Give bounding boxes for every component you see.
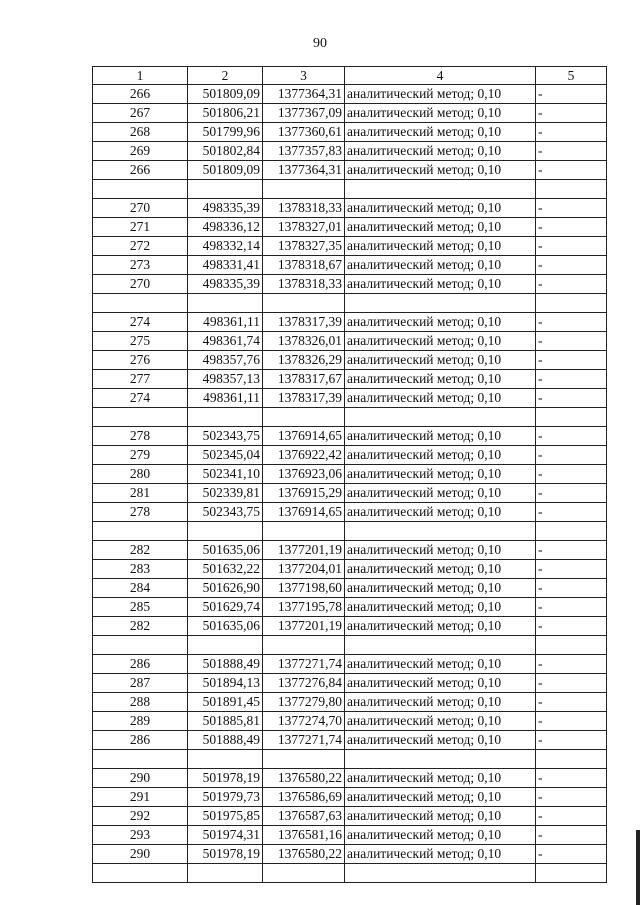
table-cell-col-1: 270 (93, 199, 188, 218)
table-cell-col-3: 1377357,83 (263, 142, 345, 161)
table-cell-col-4: аналитический метод; 0,10 (345, 275, 536, 294)
table-cell-col-1: 274 (93, 313, 188, 332)
table-cell-col-1: 268 (93, 123, 188, 142)
empty-cell (188, 294, 263, 313)
table-row (93, 237, 607, 256)
table-cell-col-4: аналитический метод; 0,10 (345, 427, 536, 446)
table-cell-col-3: 1376587,63 (263, 807, 345, 826)
table-cell-col-4: аналитический метод; 0,10 (345, 826, 536, 845)
empty-cell (263, 636, 345, 655)
table-cell-col-2: 498336,12 (188, 218, 263, 237)
table-row (93, 104, 607, 123)
empty-cell (263, 180, 345, 199)
table-cell-col-2: 502341,10 (188, 465, 263, 484)
table-row (93, 218, 607, 237)
table-cell-col-1: 292 (93, 807, 188, 826)
table-cell-col-3: 1378318,67 (263, 256, 345, 275)
table-cell-col-4: аналитический метод; 0,10 (345, 674, 536, 693)
coordinates-table-body (93, 67, 607, 883)
table-cell-col-3: 1377201,19 (263, 541, 345, 560)
table-cell-col-1: 278 (93, 503, 188, 522)
table-row (93, 332, 607, 351)
table-cell-col-4: аналитический метод; 0,10 (345, 769, 536, 788)
empty-cell (345, 636, 536, 655)
table-cell-col-2: 501894,13 (188, 674, 263, 693)
table-row (93, 731, 607, 750)
table-cell-col-1: 283 (93, 560, 188, 579)
empty-cell (263, 750, 345, 769)
table-cell-col-1: 271 (93, 218, 188, 237)
table-cell-col-1: 266 (93, 85, 188, 104)
empty-cell (93, 294, 188, 313)
table-cell-col-1: 284 (93, 579, 188, 598)
empty-cell (188, 408, 263, 427)
table-cell-col-5: - (536, 541, 607, 560)
table-cell-col-3: 1377367,09 (263, 104, 345, 123)
table-row (93, 617, 607, 636)
table-cell-col-1: 278 (93, 427, 188, 446)
table-cell-col-5: - (536, 845, 607, 864)
table-cell-col-4: аналитический метод; 0,10 (345, 218, 536, 237)
empty-cell (536, 294, 607, 313)
table-cell-col-3: 1378317,39 (263, 389, 345, 408)
table-cell-col-1: 272 (93, 237, 188, 256)
group-separator-row (93, 864, 607, 883)
table-cell-col-5: - (536, 275, 607, 294)
table-cell-col-3: 1377279,80 (263, 693, 345, 712)
table-cell-col-5: - (536, 674, 607, 693)
table-row (93, 123, 607, 142)
table-cell-col-3: 1377198,60 (263, 579, 345, 598)
header-col-3: 3 (263, 67, 345, 85)
table-cell-col-5: - (536, 807, 607, 826)
table-cell-col-5: - (536, 598, 607, 617)
table-cell-col-1: 275 (93, 332, 188, 351)
table-row (93, 142, 607, 161)
table-cell-col-4: аналитический метод; 0,10 (345, 503, 536, 522)
table-row (93, 655, 607, 674)
table-row (93, 807, 607, 826)
empty-cell (188, 864, 263, 883)
table-cell-col-3: 1376580,22 (263, 845, 345, 864)
table-cell-col-4: аналитический метод; 0,10 (345, 560, 536, 579)
table-cell-col-1: 266 (93, 161, 188, 180)
table-cell-col-5: - (536, 218, 607, 237)
table-cell-col-2: 501888,49 (188, 731, 263, 750)
table-cell-col-2: 501802,84 (188, 142, 263, 161)
coordinates-table (92, 66, 607, 883)
table-cell-col-5: - (536, 503, 607, 522)
table-cell-col-2: 501888,49 (188, 655, 263, 674)
table-cell-col-3: 1377276,84 (263, 674, 345, 693)
table-cell-col-3: 1376914,65 (263, 427, 345, 446)
table-cell-col-3: 1376923,06 (263, 465, 345, 484)
table-cell-col-2: 498361,74 (188, 332, 263, 351)
table-cell-col-4: аналитический метод; 0,10 (345, 389, 536, 408)
table-cell-col-5: - (536, 351, 607, 370)
table-cell-col-4: аналитический метод; 0,10 (345, 484, 536, 503)
empty-cell (263, 864, 345, 883)
empty-cell (188, 522, 263, 541)
table-cell-col-2: 498335,39 (188, 199, 263, 218)
table-row (93, 579, 607, 598)
table-row (93, 560, 607, 579)
table-cell-col-1: 291 (93, 788, 188, 807)
table-row (93, 845, 607, 864)
table-cell-col-5: - (536, 446, 607, 465)
table-row (93, 693, 607, 712)
scan-edge-shadow (636, 830, 640, 905)
table-cell-col-5: - (536, 617, 607, 636)
table-cell-col-4: аналитический метод; 0,10 (345, 85, 536, 104)
table-row (93, 389, 607, 408)
table-cell-col-1: 267 (93, 104, 188, 123)
table-cell-col-5: - (536, 560, 607, 579)
group-separator-row (93, 750, 607, 769)
table-cell-col-5: - (536, 370, 607, 389)
table-cell-col-1: 287 (93, 674, 188, 693)
table-cell-col-3: 1377364,31 (263, 161, 345, 180)
empty-cell (188, 636, 263, 655)
table-cell-col-3: 1376915,29 (263, 484, 345, 503)
table-cell-col-3: 1378317,67 (263, 370, 345, 389)
empty-cell (263, 294, 345, 313)
table-cell-col-3: 1376922,42 (263, 446, 345, 465)
table-row (93, 503, 607, 522)
table-cell-col-1: 274 (93, 389, 188, 408)
table-row (93, 199, 607, 218)
table-row (93, 484, 607, 503)
table-cell-col-1: 290 (93, 845, 188, 864)
table-cell-col-3: 1376586,69 (263, 788, 345, 807)
table-cell-col-2: 498332,14 (188, 237, 263, 256)
table-cell-col-3: 1376581,16 (263, 826, 345, 845)
table-cell-col-4: аналитический метод; 0,10 (345, 845, 536, 864)
empty-cell (263, 522, 345, 541)
table-cell-col-2: 498335,39 (188, 275, 263, 294)
table-cell-col-2: 498357,13 (188, 370, 263, 389)
empty-cell (188, 180, 263, 199)
table-cell-col-1: 290 (93, 769, 188, 788)
table-row (93, 161, 607, 180)
table-cell-col-2: 501885,81 (188, 712, 263, 731)
table-cell-col-4: аналитический метод; 0,10 (345, 598, 536, 617)
table-row (93, 541, 607, 560)
table-row (93, 313, 607, 332)
table-row (93, 769, 607, 788)
empty-cell (536, 522, 607, 541)
table-cell-col-4: аналитический метод; 0,10 (345, 123, 536, 142)
table-cell-col-5: - (536, 826, 607, 845)
table-cell-col-2: 501806,21 (188, 104, 263, 123)
group-separator-row (93, 522, 607, 541)
table-cell-col-5: - (536, 85, 607, 104)
table-cell-col-2: 501635,06 (188, 541, 263, 560)
empty-cell (93, 180, 188, 199)
table-cell-col-4: аналитический метод; 0,10 (345, 161, 536, 180)
table-cell-col-1: 286 (93, 731, 188, 750)
table-cell-col-5: - (536, 313, 607, 332)
empty-cell (345, 408, 536, 427)
table-cell-col-1: 286 (93, 655, 188, 674)
table-cell-col-2: 501979,73 (188, 788, 263, 807)
table-cell-col-5: - (536, 712, 607, 731)
table-cell-col-4: аналитический метод; 0,10 (345, 541, 536, 560)
table-cell-col-3: 1377195,78 (263, 598, 345, 617)
table-cell-col-4: аналитический метод; 0,10 (345, 313, 536, 332)
table-cell-col-1: 285 (93, 598, 188, 617)
header-col-5: 5 (536, 67, 607, 85)
table-row (93, 427, 607, 446)
table-cell-col-3: 1378326,01 (263, 332, 345, 351)
page-number: 90 (313, 36, 327, 51)
table-cell-col-2: 502339,81 (188, 484, 263, 503)
table-cell-col-3: 1377204,01 (263, 560, 345, 579)
table-cell-col-1: 269 (93, 142, 188, 161)
table-cell-col-2: 502343,75 (188, 503, 263, 522)
table-cell-col-4: аналитический метод; 0,10 (345, 370, 536, 389)
table-row (93, 788, 607, 807)
empty-cell (263, 408, 345, 427)
table-cell-col-4: аналитический метод; 0,10 (345, 731, 536, 750)
table-cell-col-2: 501974,31 (188, 826, 263, 845)
table-cell-col-3: 1376580,22 (263, 769, 345, 788)
table-cell-col-1: 281 (93, 484, 188, 503)
table-cell-col-5: - (536, 788, 607, 807)
table-row (93, 826, 607, 845)
table-cell-col-5: - (536, 142, 607, 161)
empty-cell (345, 750, 536, 769)
table-cell-col-3: 1377274,70 (263, 712, 345, 731)
empty-cell (536, 180, 607, 199)
table-cell-col-2: 501978,19 (188, 845, 263, 864)
table-cell-col-5: - (536, 237, 607, 256)
table-cell-col-5: - (536, 161, 607, 180)
table-cell-col-4: аналитический метод; 0,10 (345, 807, 536, 826)
table-header-row (93, 67, 607, 85)
table-cell-col-3: 1377271,74 (263, 731, 345, 750)
empty-cell (188, 750, 263, 769)
table-cell-col-5: - (536, 693, 607, 712)
table-cell-col-2: 501978,19 (188, 769, 263, 788)
table-cell-col-2: 501975,85 (188, 807, 263, 826)
table-row (93, 351, 607, 370)
table-cell-col-5: - (536, 465, 607, 484)
header-col-2: 2 (188, 67, 263, 85)
table-cell-col-5: - (536, 655, 607, 674)
table-cell-col-4: аналитический метод; 0,10 (345, 788, 536, 807)
table-cell-col-5: - (536, 199, 607, 218)
table-row (93, 275, 607, 294)
table-cell-col-1: 293 (93, 826, 188, 845)
empty-cell (345, 522, 536, 541)
table-row (93, 256, 607, 275)
table-cell-col-3: 1377201,19 (263, 617, 345, 636)
empty-cell (345, 180, 536, 199)
empty-cell (93, 750, 188, 769)
table-cell-col-3: 1378327,35 (263, 237, 345, 256)
table-cell-col-5: - (536, 256, 607, 275)
table-row (93, 598, 607, 617)
table-cell-col-4: аналитический метод; 0,10 (345, 142, 536, 161)
table-cell-col-1: 282 (93, 541, 188, 560)
table-cell-col-1: 276 (93, 351, 188, 370)
table-cell-col-3: 1378327,01 (263, 218, 345, 237)
table-cell-col-3: 1378318,33 (263, 199, 345, 218)
empty-cell (345, 864, 536, 883)
table-cell-col-4: аналитический метод; 0,10 (345, 199, 536, 218)
table-cell-col-5: - (536, 579, 607, 598)
table-cell-col-1: 280 (93, 465, 188, 484)
table-cell-col-4: аналитический метод; 0,10 (345, 655, 536, 674)
table-row (93, 85, 607, 104)
table-cell-col-4: аналитический метод; 0,10 (345, 712, 536, 731)
table-cell-col-5: - (536, 731, 607, 750)
table-cell-col-5: - (536, 427, 607, 446)
table-cell-col-1: 277 (93, 370, 188, 389)
header-col-4: 4 (345, 67, 536, 85)
table-cell-col-1: 282 (93, 617, 188, 636)
empty-cell (93, 408, 188, 427)
table-cell-col-2: 502345,04 (188, 446, 263, 465)
table-cell-col-4: аналитический метод; 0,10 (345, 693, 536, 712)
table-cell-col-2: 498361,11 (188, 389, 263, 408)
group-separator-row (93, 408, 607, 427)
empty-cell (536, 750, 607, 769)
table-row (93, 674, 607, 693)
table-cell-col-4: аналитический метод; 0,10 (345, 351, 536, 370)
table-cell-col-2: 501809,09 (188, 85, 263, 104)
table-cell-col-3: 1378317,39 (263, 313, 345, 332)
table-cell-col-2: 501799,96 (188, 123, 263, 142)
empty-cell (536, 408, 607, 427)
table-cell-col-3: 1378318,33 (263, 275, 345, 294)
group-separator-row (93, 180, 607, 199)
empty-cell (93, 522, 188, 541)
table-cell-col-2: 501626,90 (188, 579, 263, 598)
table-cell-col-4: аналитический метод; 0,10 (345, 237, 536, 256)
table-cell-col-5: - (536, 769, 607, 788)
table-cell-col-2: 501891,45 (188, 693, 263, 712)
table-cell-col-2: 498331,41 (188, 256, 263, 275)
table-row (93, 465, 607, 484)
table-cell-col-1: 289 (93, 712, 188, 731)
table-cell-col-5: - (536, 123, 607, 142)
table-cell-col-1: 279 (93, 446, 188, 465)
table-cell-col-4: аналитический метод; 0,10 (345, 465, 536, 484)
table-cell-col-1: 273 (93, 256, 188, 275)
table-cell-col-2: 498357,76 (188, 351, 263, 370)
table-cell-col-4: аналитический метод; 0,10 (345, 446, 536, 465)
table-cell-col-5: - (536, 389, 607, 408)
table-cell-col-2: 501632,22 (188, 560, 263, 579)
group-separator-row (93, 636, 607, 655)
table-cell-col-2: 501635,06 (188, 617, 263, 636)
table-row (93, 370, 607, 389)
table-cell-col-5: - (536, 104, 607, 123)
table-cell-col-3: 1378326,29 (263, 351, 345, 370)
empty-cell (93, 636, 188, 655)
table-row (93, 712, 607, 731)
table-cell-col-4: аналитический метод; 0,10 (345, 332, 536, 351)
table-cell-col-4: аналитический метод; 0,10 (345, 617, 536, 636)
table-cell-col-3: 1376914,65 (263, 503, 345, 522)
empty-cell (345, 294, 536, 313)
table-cell-col-5: - (536, 484, 607, 503)
table-cell-col-1: 288 (93, 693, 188, 712)
table-cell-col-5: - (536, 332, 607, 351)
table-cell-col-1: 270 (93, 275, 188, 294)
empty-cell (536, 864, 607, 883)
table-cell-col-4: аналитический метод; 0,10 (345, 579, 536, 598)
table-cell-col-2: 502343,75 (188, 427, 263, 446)
table-cell-col-2: 498361,11 (188, 313, 263, 332)
table-cell-col-4: аналитический метод; 0,10 (345, 104, 536, 123)
table-cell-col-3: 1377360,61 (263, 123, 345, 142)
table-cell-col-4: аналитический метод; 0,10 (345, 256, 536, 275)
empty-cell (93, 864, 188, 883)
table-cell-col-2: 501629,74 (188, 598, 263, 617)
table-cell-col-3: 1377364,31 (263, 85, 345, 104)
header-col-1: 1 (93, 67, 188, 85)
table-cell-col-2: 501809,09 (188, 161, 263, 180)
empty-cell (536, 636, 607, 655)
table-row (93, 446, 607, 465)
group-separator-row (93, 294, 607, 313)
table-cell-col-3: 1377271,74 (263, 655, 345, 674)
